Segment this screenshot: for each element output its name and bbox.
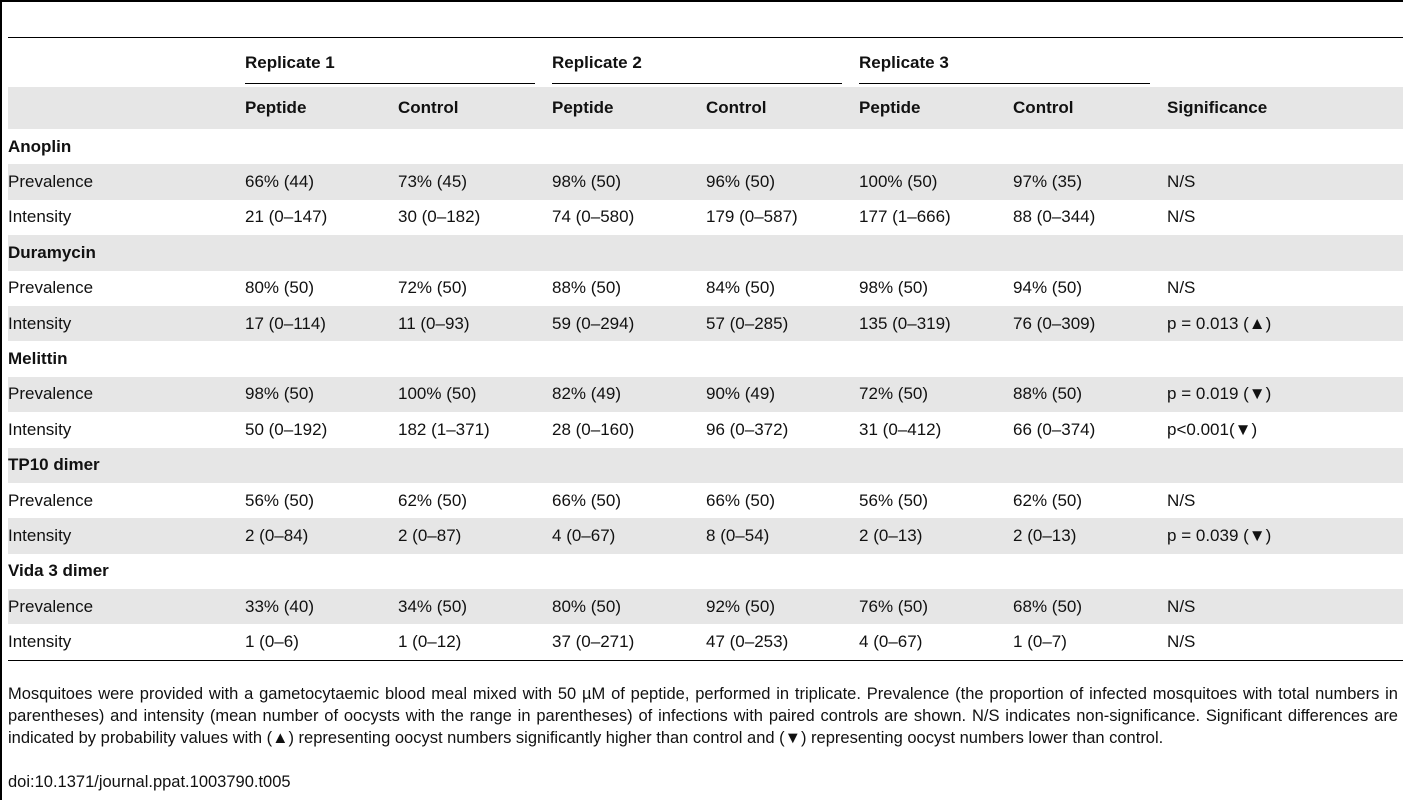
table-cell: 31 (0–412) [859, 419, 942, 439]
table-row [8, 624, 1403, 660]
table-row [8, 164, 1403, 199]
table-cell: 82% (49) [552, 377, 706, 412]
row-label: Prevalence [8, 490, 94, 510]
column-header: Peptide [859, 87, 1013, 129]
table-cell: 182 (1–371) [398, 419, 490, 439]
group-name: Melittin [8, 349, 68, 369]
column-header: Peptide [552, 87, 706, 129]
table-cell: 28 (0–160) [552, 419, 635, 439]
column-header: Control [1013, 87, 1167, 129]
row-label: Prevalence [8, 278, 94, 298]
table-cell: 88 (0–344) [1013, 207, 1096, 227]
table-row [8, 412, 1403, 447]
replicate-header-row [8, 38, 1403, 88]
replicate-2-header [552, 38, 859, 88]
table-cell: 80% (50) [245, 278, 314, 298]
row-label: Intensity [8, 207, 72, 227]
table-cell: 4 (0–67) [552, 518, 706, 553]
table-cell: 2 (0–84) [245, 518, 398, 553]
table-row [8, 271, 1403, 306]
table-cell: 33% (40) [245, 589, 398, 624]
table-cell: 84% (50) [706, 278, 775, 298]
table-cell: 76% (50) [859, 589, 1013, 624]
table-cell: 2 (0–13) [859, 518, 1013, 553]
table-cell: 100% (50) [859, 164, 1013, 199]
table-row [8, 377, 1403, 412]
group-name: Vida 3 dimer [8, 561, 109, 581]
table-cell: 90% (49) [706, 377, 859, 412]
significance-cell: N/S [1167, 632, 1196, 652]
table-cell: 8 (0–54) [706, 518, 859, 553]
column-header: Peptide [245, 87, 398, 129]
table-cell: 2 (0–13) [1013, 518, 1167, 553]
empty-header-cell [1167, 38, 1403, 88]
doi-link[interactable]: doi:10.1371/journal.ppat.1003790.t005 [8, 773, 291, 791]
significance-cell: N/S [1167, 589, 1403, 624]
table-cell: 80% (50) [552, 589, 706, 624]
replicate-3-header [859, 38, 1167, 88]
table-cell: 100% (50) [398, 377, 552, 412]
row-label: Prevalence [8, 377, 245, 412]
table-cell: 98% (50) [859, 278, 929, 298]
table-cell: 37 (0–271) [552, 632, 635, 652]
frame-left-border [0, 0, 2, 800]
empty-header-cell [8, 38, 245, 88]
row-label: Prevalence [8, 164, 245, 199]
significance-cell: p = 0.013 (▲) [1167, 306, 1403, 341]
group-row [8, 448, 1403, 483]
table-row [8, 200, 1403, 235]
row-label: Intensity [8, 632, 72, 652]
table-cell: 96 (0–372) [706, 419, 789, 439]
table-cell: 2 (0–87) [398, 518, 552, 553]
group-row [8, 235, 1403, 270]
group-name: Duramycin [8, 235, 1403, 270]
table-cell: 66% (44) [245, 164, 398, 199]
table-cell: 68% (50) [1013, 589, 1167, 624]
table-cell: 98% (50) [245, 377, 398, 412]
table-cell: 34% (50) [398, 589, 552, 624]
table-cell: 56% (50) [859, 490, 929, 510]
table-cell: 66 (0–374) [1013, 419, 1096, 439]
column-header [8, 87, 245, 129]
table-cell: 62% (50) [398, 490, 467, 510]
table-cell: 11 (0–93) [398, 306, 552, 341]
results-table-container [8, 37, 1403, 661]
replicate-1-header [245, 38, 552, 88]
table-cell: 1 (0–6) [245, 632, 299, 652]
table-footnote: Mosquitoes were provided with a gametocytaemic blood meal mixed with 50 µM of peptide, performed in triplicate. Prevalence (the proportion of infected mosquitoes with total numbers in parentheses) and intensity (mean number of oocysts with the range in parentheses) of infections with paired controls are shown. N/S indicates non-significance. Significant differences are indicated by probability values with (▲) representing oocyst numbers significantly higher than control and (▼) representing oocyst numbers lower than control. [8, 685, 1398, 747]
table-cell: 72% (50) [859, 377, 1013, 412]
table-cell: 4 (0–67) [859, 632, 923, 652]
table-cell: 62% (50) [1013, 490, 1083, 510]
significance-cell: p<0.001(▼) [1167, 419, 1258, 439]
table-cell: 73% (45) [398, 164, 552, 199]
group-name: Anoplin [8, 136, 72, 156]
table-cell: 74 (0–580) [552, 207, 635, 227]
column-header: Control [398, 87, 552, 129]
table-cell: 88% (50) [1013, 377, 1167, 412]
table-cell: 17 (0–114) [245, 306, 398, 341]
significance-cell: p = 0.019 (▼) [1167, 377, 1403, 412]
table-header [8, 38, 1403, 130]
table-cell: 50 (0–192) [245, 419, 328, 439]
significance-cell: N/S [1167, 164, 1403, 199]
table-cell: 47 (0–253) [706, 632, 789, 652]
table-cell: 1 (0–12) [398, 632, 462, 652]
row-label: Intensity [8, 419, 72, 439]
row-label: Prevalence [8, 589, 245, 624]
table-cell: 92% (50) [706, 589, 859, 624]
frame-top-border [0, 0, 1403, 2]
significance-cell: p = 0.039 (▼) [1167, 518, 1403, 553]
table-cell: 59 (0–294) [552, 306, 706, 341]
group-name: TP10 dimer [8, 448, 1403, 483]
table-cell: 88% (50) [552, 278, 621, 298]
table-row [8, 306, 1403, 341]
table-cell: 177 (1–666) [859, 207, 951, 227]
significance-cell: N/S [1167, 278, 1196, 298]
group-row [8, 129, 1403, 164]
table-cell: 76 (0–309) [1013, 306, 1167, 341]
significance-cell: N/S [1167, 490, 1196, 510]
replicate-2-label: Replicate 2 [552, 53, 842, 84]
table-cell: 135 (0–319) [859, 306, 1013, 341]
row-label: Intensity [8, 306, 245, 341]
table-cell: 179 (0–587) [706, 207, 798, 227]
column-header: Control [706, 87, 859, 129]
group-row [8, 341, 1403, 376]
significance-cell: N/S [1167, 207, 1196, 227]
table-cell: 72% (50) [398, 278, 467, 298]
row-label: Intensity [8, 518, 245, 553]
results-table [8, 37, 1403, 661]
table-cell: 66% (50) [706, 490, 775, 510]
replicate-1-label: Replicate 1 [245, 53, 535, 84]
table-cell: 98% (50) [552, 164, 706, 199]
table-cell: 66% (50) [552, 490, 621, 510]
table-row [8, 518, 1403, 553]
column-header-row [8, 87, 1403, 129]
table-cell: 94% (50) [1013, 278, 1083, 298]
table-cell: 21 (0–147) [245, 207, 328, 227]
table-body [8, 129, 1403, 660]
group-row [8, 554, 1403, 589]
table-cell: 97% (35) [1013, 164, 1167, 199]
table-row [8, 483, 1403, 518]
replicate-3-label: Replicate 3 [859, 53, 1150, 84]
table-row [8, 589, 1403, 624]
table-cell: 30 (0–182) [398, 207, 481, 227]
table-cell: 96% (50) [706, 164, 859, 199]
table-cell: 57 (0–285) [706, 306, 859, 341]
table-cell: 1 (0–7) [1013, 632, 1067, 652]
column-header: Significance [1167, 87, 1403, 129]
table-cell: 56% (50) [245, 490, 314, 510]
